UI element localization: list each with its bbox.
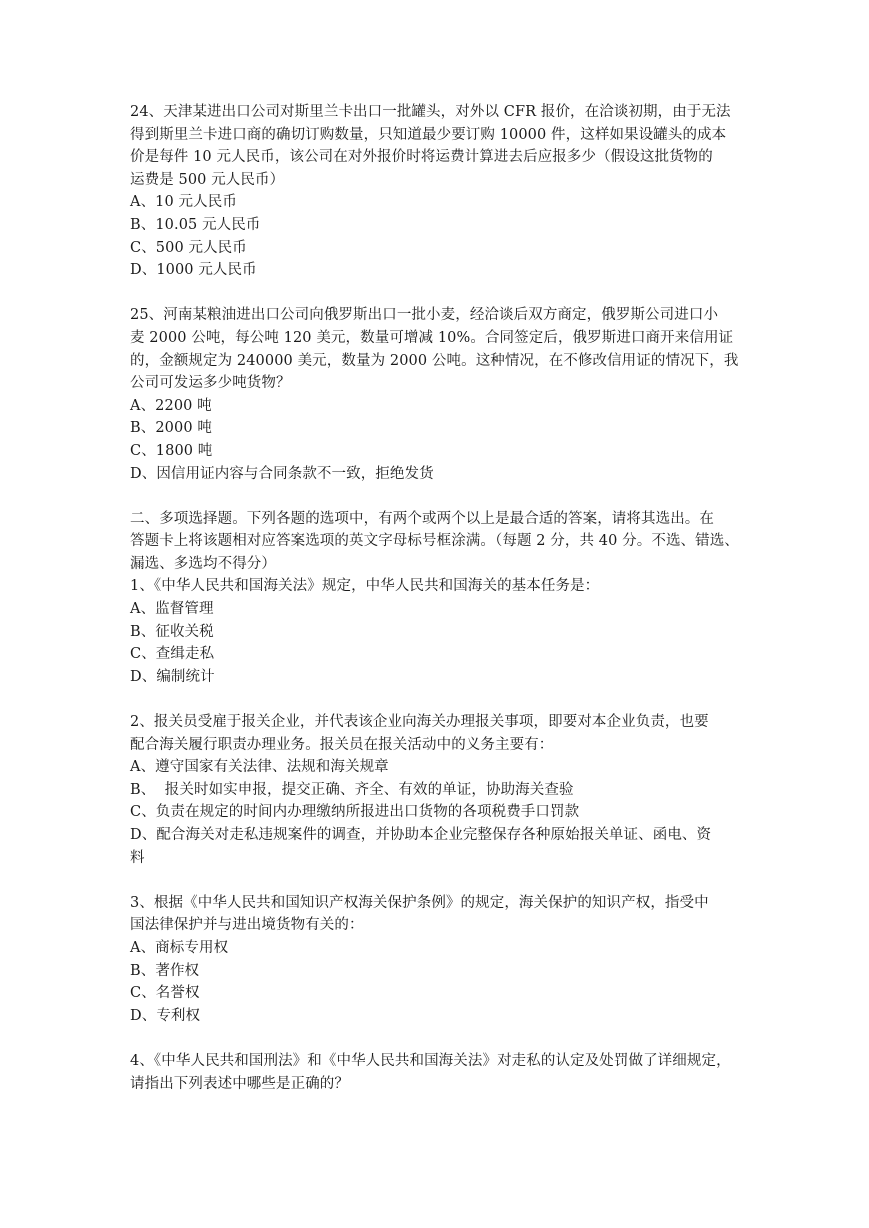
option-b: B、著作权 (130, 962, 200, 979)
multi-question-3 (130, 892, 741, 1028)
multi-question-4 (130, 1050, 741, 1095)
option-a: A、监督管理 (130, 601, 214, 618)
question-text-line: 25、河南某粮油进出口公司向俄罗斯出口一批小麦，经洽谈后双方商定，俄罗斯公司进口小 (130, 307, 719, 324)
question-text-line: 的，金额规定为 240000 美元，数量为 2000 公吨。这种情况，在不修改信用证的情况下，我 (130, 352, 739, 369)
multi-question-2 (130, 711, 741, 869)
option-a: A、2200 吨 (130, 397, 212, 414)
question-24 (130, 101, 741, 282)
option-c: C、500 元人民币 (130, 239, 247, 256)
option-b: B、10.05 元人民币 (130, 216, 261, 233)
question-text-line: 配合海关履行职责办理业务。报关员在报关活动中的义务主要有： (130, 736, 554, 753)
question-text-line: 得到斯里兰卡进口商的确切订购数量，只知道最少要订购 10000 件，这样如果设罐头的成本 (130, 126, 727, 143)
spacer (130, 688, 741, 711)
section-heading-line: 答题卡上将该题相对应答案选项的英文字母标号框涂满。（每题 2 分，共 40 分。不选、错选、 (130, 533, 739, 550)
option-b: B、2000 吨 (130, 420, 212, 437)
option-a: A、10 元人民币 (130, 194, 237, 211)
spacer (130, 485, 741, 508)
option-b: B、 报关时如实申报，提交正确、齐全、有效的单证，协助海关查验 (130, 781, 574, 798)
question-text-line: 3、根据《中华人民共和国知识产权海关保护条例》的规定，海关保护的知识产权，指受中 (130, 894, 709, 911)
option-c: C、查缉走私 (130, 646, 215, 663)
section-heading-line: 漏选、多选均不得分） (130, 555, 276, 572)
spacer (130, 1027, 741, 1050)
option-c: C、负责在规定的时间内办理缴纳所报进出口货物的各项税费手口罚款 (130, 804, 580, 821)
question-text-line: 麦 2000 公吨，每公吨 120 美元，数量可增减 10%。合同签定后，俄罗斯进口商开来信用证 (130, 329, 734, 346)
question-25 (130, 304, 741, 485)
option-d: D、1000 元人民币 (130, 262, 257, 279)
question-text-line: 国法律保护并与进出境货物有关的： (130, 917, 364, 934)
section-heading-line: 二、多项选择题。下列各题的选项中，有两个或两个以上是最合适的答案，请将其选出。在 (130, 510, 714, 527)
question-text-line: 1、《中华人民共和国海关法》规定，中华人民共和国海关的基本任务是： (130, 578, 600, 595)
option-c: C、名誉权 (130, 985, 200, 1002)
option-d-continued: 料 (130, 849, 145, 866)
option-d: D、配合海关对走私违规案件的调查，并协助本企业完整保存各种原始报关单证、函电、资 (130, 827, 712, 843)
question-text-line: 2、报关员受雇于报关企业，并代表该企业向海关办理报关事项，即要对本企业负责，也要 (130, 714, 709, 731)
option-b: B、征收关税 (130, 623, 214, 640)
option-c: C、1800 吨 (130, 442, 213, 459)
question-text-line: 运费是 500 元人民币） (130, 171, 285, 188)
question-text-line: 公司可发运多少吨货物？ (130, 375, 291, 392)
spacer (130, 869, 741, 892)
option-d: D、专利权 (130, 1007, 201, 1024)
question-text-line: 24、天津某进出口公司对斯里兰卡出口一批罐头，对外以 CFR 报价，在洽谈初期，由于无法 (130, 104, 731, 120)
question-text-line: 4、《中华人民共和国刑法》和《中华人民共和国海关法》对走私的认定及处罚做了详细规定， (130, 1052, 731, 1069)
question-text-line: 请指出下列表述中哪些是正确的？ (130, 1075, 349, 1092)
section-2-instructions (130, 508, 741, 576)
multi-question-1 (130, 575, 741, 688)
option-d: D、编制统计 (130, 668, 215, 685)
option-a: A、遵守国家有关法律、法规和海关规章 (130, 759, 389, 776)
question-text-line: 价是每件 10 元人民币，该公司在对外报价时将运费计算进去后应报多少（假设这批货物的 (130, 149, 713, 166)
option-d: D、因信用证内容与合同条款不一致，拒绝发货 (130, 465, 434, 482)
option-a: A、商标专用权 (130, 939, 229, 956)
spacer (130, 282, 741, 305)
